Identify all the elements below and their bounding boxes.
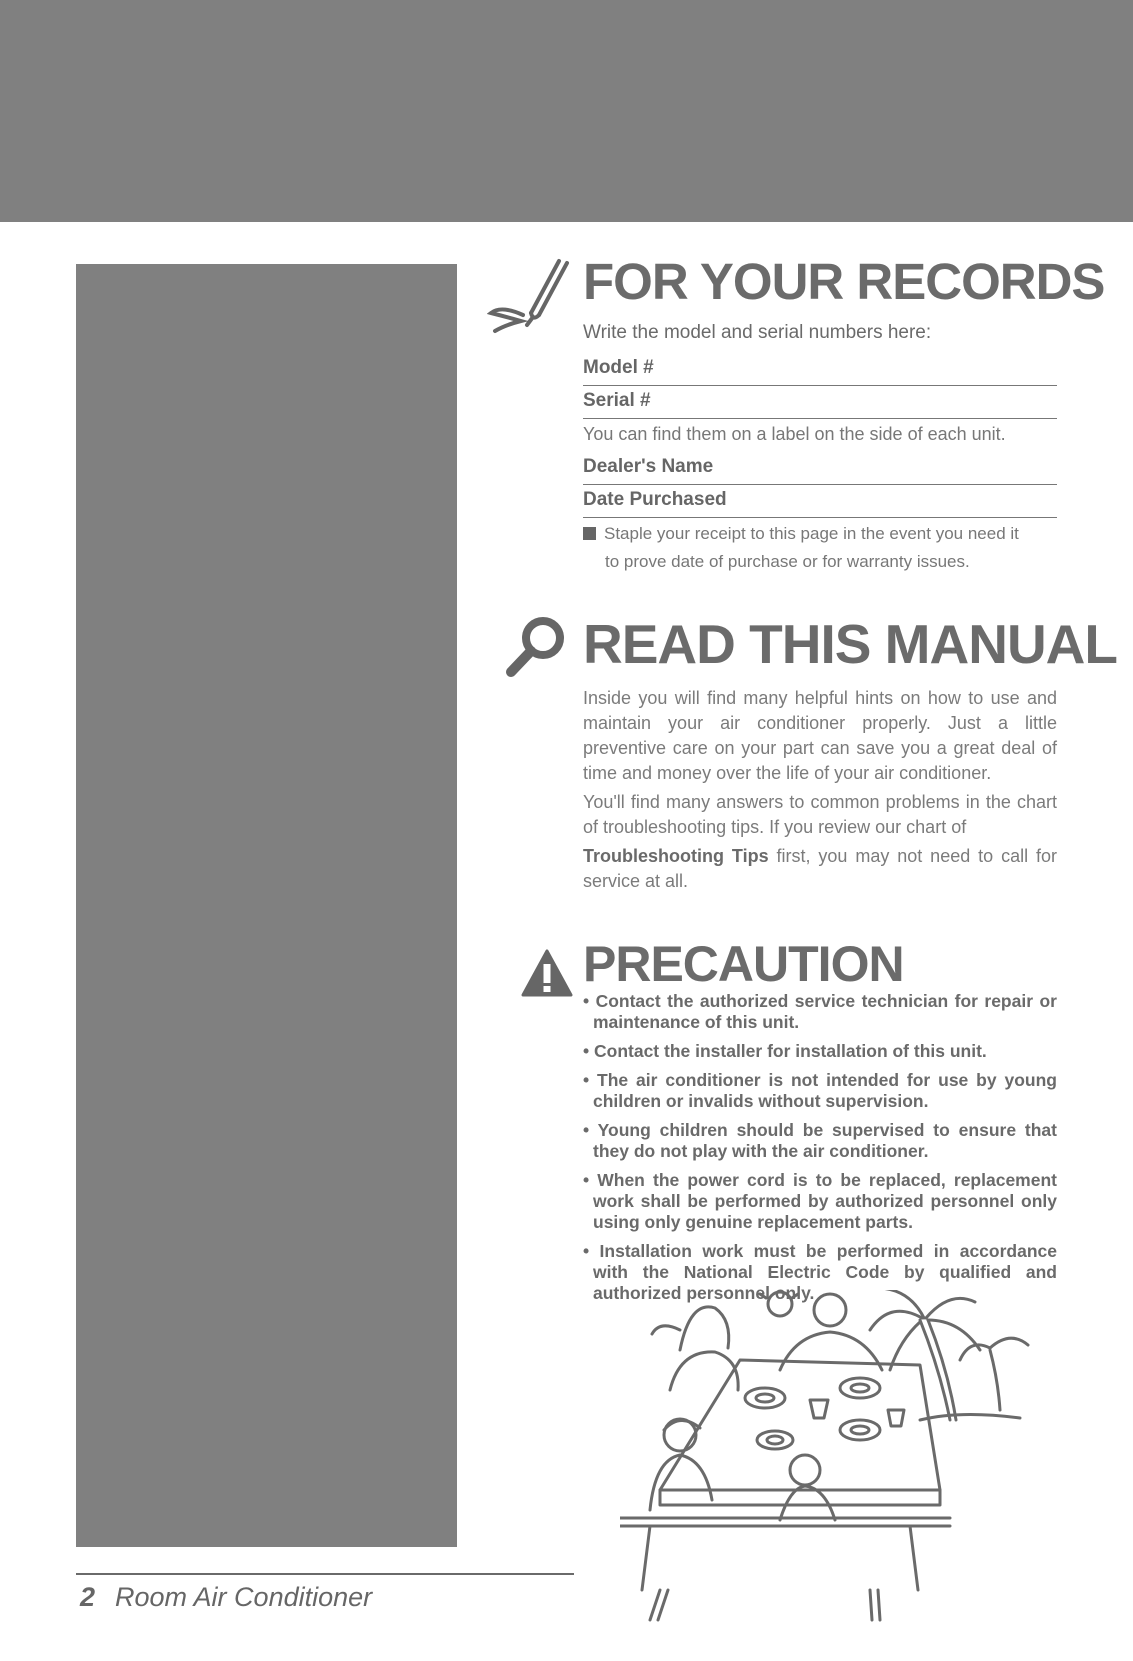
top-gray-band <box>0 0 1133 222</box>
records-section <box>583 320 1057 580</box>
precaution-item-1: • Contact the authorized service technician for repair or maintenance of this unit. <box>583 991 1057 1032</box>
date-purchased-field[interactable]: Date Purchased <box>583 486 1057 518</box>
page-footer <box>80 1582 372 1613</box>
manual-section <box>583 686 1057 896</box>
label-location-note: You can find them on a label on the side of each unit. <box>583 424 1006 444</box>
page-number: 2 <box>80 1582 96 1612</box>
side-gray-panel <box>76 264 457 1547</box>
manual-heading: READ THIS MANUAL <box>583 613 1117 675</box>
square-bullet-icon <box>583 527 596 540</box>
precaution-item-4: • Young children should be supervised to ensure that they do not play with the air conditioner. <box>583 1120 1057 1161</box>
footer-title: Room Air Conditioner <box>115 1582 373 1612</box>
records-intro: Write the model and serial numbers here: <box>583 322 932 343</box>
dealer-name-field[interactable]: Dealer's Name <box>583 453 1057 485</box>
picnic-illustration <box>620 1290 1040 1630</box>
precaution-item-6: • Installation work must be performed in accordance with the National Electric Code by qualified and authorized personnel only. <box>583 1241 1057 1303</box>
footer-rule <box>76 1573 574 1575</box>
manual-paragraph-3 <box>583 844 1057 894</box>
manual-paragraph-1: Inside you will find many helpful hints on how to use and maintain your air conditioner properly. Just a little preventive care on your part can save you a great deal of time and money over the life of your air conditioner. <box>583 688 1057 783</box>
precaution-item-3: • The air conditioner is not intended for use by young children or invalids without supervision. <box>583 1070 1057 1111</box>
staple-line-1: Staple your receipt to this page in the event you need it <box>604 524 1019 543</box>
precaution-heading: PRECAUTION <box>583 936 904 992</box>
records-heading: FOR YOUR RECORDS <box>583 253 1105 310</box>
serial-number-field[interactable]: Serial # <box>583 387 1057 419</box>
pen-icon <box>487 255 577 335</box>
magnifying-glass-icon <box>504 614 570 680</box>
manual-paragraph-3-text: first, you may not need to call for service at all. <box>583 846 1057 891</box>
staple-receipt-note <box>583 520 1019 548</box>
precaution-item-2: • Contact the installer for installation of this unit. <box>583 1041 987 1061</box>
precaution-item-5: • When the power cord is to be replaced, replacement work shall be performed by authorized personnel only using only genuine replacement parts. <box>583 1170 1057 1232</box>
manual-paragraph-2: You'll find many answers to common problems in the chart of troubleshooting tips. If you review our chart of <box>583 792 1057 837</box>
warning-triangle-icon <box>520 948 574 998</box>
troubleshooting-tips-term: Troubleshooting Tips <box>583 846 769 866</box>
precaution-section <box>583 991 1057 1311</box>
model-number-field[interactable]: Model # <box>583 354 1057 386</box>
staple-receipt-note-cont: to prove date of purchase or for warranty issues. <box>605 552 970 571</box>
